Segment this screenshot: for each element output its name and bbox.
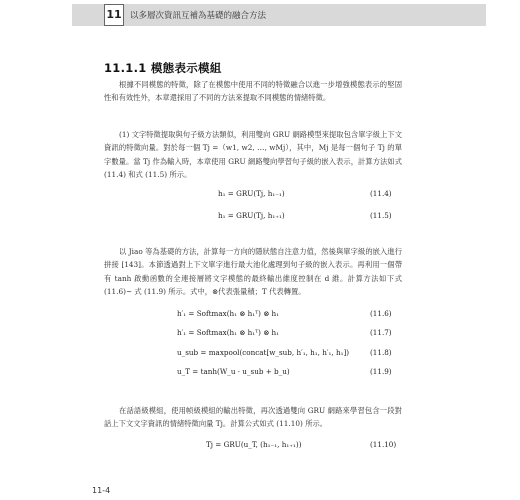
equation-number-11-9: (11.9) <box>370 367 392 376</box>
equation-11-10: Tj = GRU(u_T, (h₁₋₁, h₁₊₁)) <box>206 440 302 449</box>
equation-number-11-10: (11.10) <box>370 440 397 449</box>
page-number: 11-4 <box>92 486 111 495</box>
equation-number-11-6: (11.6) <box>370 309 392 318</box>
section-heading: 11.1.1 模態表示模組 <box>104 61 222 75</box>
paragraph-utterance-module: 在話語級模組，使用帧級模組的輸出特徵，再次透過雙向 GRU 網路來學習包含一段對話上下文文字資訊的情緒特徵向量 Tj。計算公式如式 (11.10) 所示。 <box>104 406 402 429</box>
paragraph-intro: 根據不同模態的特徵，除了在模態中使用不同的特徵融合以進一步增強模態表示的堅固性和有效性外，本章還採用了不同的方法來提取不同模態的情緒特徵。 <box>104 80 402 103</box>
paragraph-jiao-method: 以 Jiao 等為基礎的方法，計算每一方向的隱狀態自注意力值，然後與單字級的嵌入進行拼接 [143]。本節透過對上下文單字進行最大池化處理到句子級的嵌入表示。再利用一個帶有 tanh 啟動函數的全連接層將文字模態的最終輸出維度控制在 d 維。計算方法如下式 (11.6)~ 式 (11.9) 所示。式中，⊗代表張量積；T 代表轉置。 <box>104 247 402 296</box>
equation-11-5: h₁ = GRU(Tj, h₁₊₁) <box>218 211 285 220</box>
chapter-number-box: 11 <box>104 4 124 26</box>
equation-number-11-8: (11.8) <box>370 348 392 357</box>
paragraph-text-feature: (1) 文字特徵提取與句子級方法類似，利用雙向 GRU 網路模型來提取包含單字級上下文資訊的特徵向量。對於每一個 Tj =（w1, w2, …, wMj），其中，Mj 是每一個句子 Tj 的單字數量。當 Tj 作為輸入時，本章使用 GRU 網路雙向學習句子級的嵌入表示，計算方法如式 (11.4) 和式 (11.5) 所示。 <box>104 130 402 179</box>
equation-number-11-7: (11.7) <box>370 328 392 337</box>
equation-number-11-4: (11.4) <box>370 189 392 198</box>
equation-11-9: u_T = tanh(W_u · u_sub + b_u) <box>177 367 290 376</box>
equation-11-7: h′₁ = Softmax(h₁ ⊗ h₁ᵀ) ⊗ h₁ <box>177 328 280 337</box>
equation-11-4: h₁ = GRU(Tj, h₁₋₁) <box>218 189 285 198</box>
chapter-title: 以多層次資訊互補為基礎的融合方法 <box>130 11 267 21</box>
equation-11-6: h′₁ = Softmax(h₁ ⊗ h₁ᵀ) ⊗ h₁ <box>177 309 280 318</box>
equation-11-8: u_sub = maxpool(concat[w_sub, h′₁, h₁, h′₁, h₁]) <box>177 348 350 357</box>
equation-number-11-5: (11.5) <box>370 211 392 220</box>
